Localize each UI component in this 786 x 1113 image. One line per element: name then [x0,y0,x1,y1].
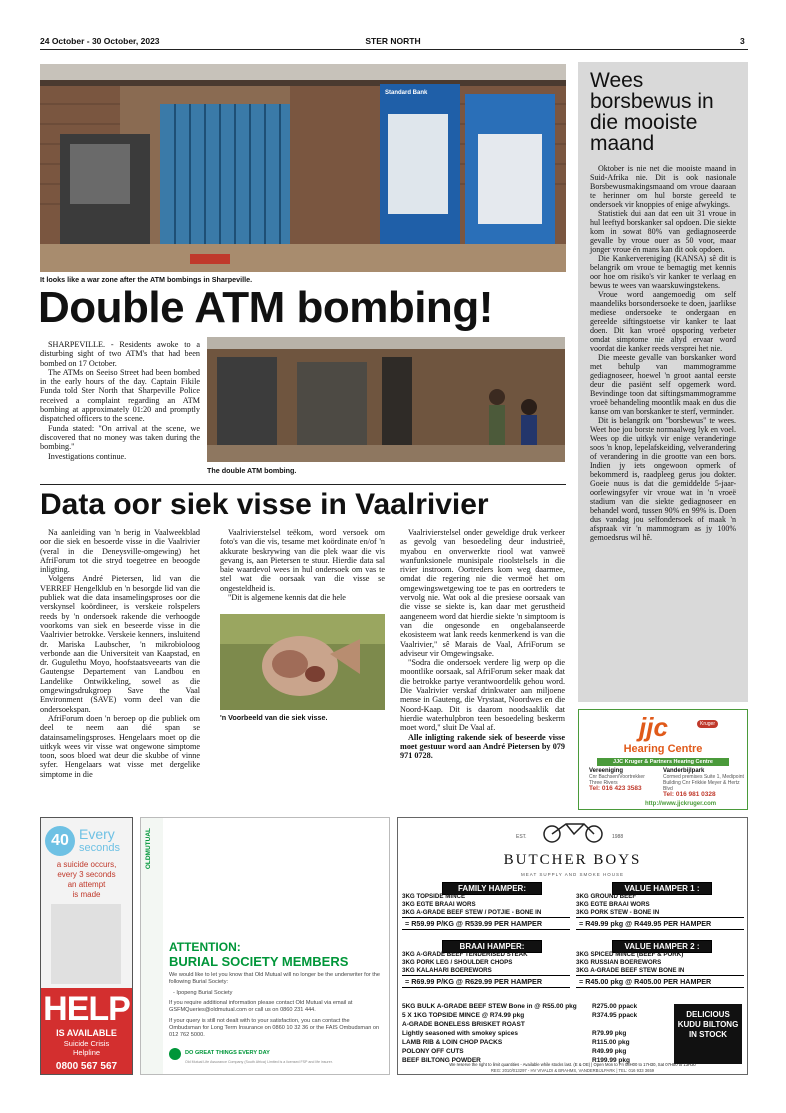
atm-paragraph: SHARPEVILLE. - Residents awoke to a disturbing sight of two ATM's that had been bombed on 17 October. [40,340,200,368]
sidebar-paragraph: Vroue word aangemoedig om self maandeliks borsondersoeke te doen, jaarlikse mediese ondersoeke te ondergaan en gereelde siftingstoetse vir kanker te laat doen. Dit kan vroeë opsporing verbeter omdat simptome nie altyd ervaar word voordat die kanker reeds versprei het nie. [590,290,736,353]
hamper-item: 3KG KALAHARI BOEREWORS [402,967,492,974]
price-list-item: 5 X 1KG TOPSIDE MINCE @ R74.99 pkg [402,1012,525,1019]
fish-paragraph: Vaalrivierstelsel teëkom, word versoek om foto's van die vis, tesame met koördinate en/of 'n akkurate beskrywing van die plek waar die vis gevang is, aan Pietersen te stuur. Hierdie data sal baie waardevol wees in hul ondersoek om vas te stel wat die oorsaak van die visse se ongesteldheid is. [220,528,385,593]
bank-sign: Standard Bank [385,90,428,96]
help-line1: Every [79,826,115,842]
fish-closing: Alle inligting rakende siek of beseerde visse moet gestuur word aan André Pietersen by 079 971 0728. [400,732,565,761]
help-available: IS AVAILABLE [56,1028,117,1038]
fish-column-1 [40,528,200,779]
sidebar-title [578,62,748,154]
crowd-illustration [51,904,121,984]
hamper-item: 3KG EGTE BRAAI WORS [576,901,650,908]
price-list-item: POLONY OFF CUTS [402,1048,464,1055]
bb-footer-2: REG: 2010/013297 - HV VIVALDI & BRAHMS, VANDERBIJLPARK | TEL: 016 933 3659 [490,1068,655,1073]
help-line3: a suicide occurs, [56,860,117,869]
jjc-logo: jjc [639,712,668,742]
price-list-item: 5KG BULK A-GRADE BEEF STEW Bone in @ R55.00 pkg [402,1003,577,1010]
sidebar-title-line: maand [590,132,655,155]
atm-photo [40,64,566,272]
om-brand: OLDMUTUAL [145,828,152,870]
atm-photo-caption: It looks like a war zone after the ATM bombings in Sharpeville. [40,275,253,284]
sidebar-title-line: borsbewus in [590,90,714,113]
jjc-hearing-ad[interactable] [578,709,748,810]
kudu-biltong-box: DELICIOUS KUDU BILTONG IN STOCK [674,1004,742,1064]
jjc-location-phone: Tel: 016 423 3583 [589,785,642,792]
help-phone[interactable]: 0800 567 567 [55,1061,118,1072]
breast-awareness-sidebar [578,62,748,702]
bb-title: BUTCHER BOYS [503,852,642,868]
sidebar-paragraph: Statistiek dui aan dat een uit 31 vroue in hul leeftyd borskanker sal opdoen. Die siekte kom in sowat 80% van gediagnoseerde gevalle by vroue ouer as 50 voor, maar jonger vroue én mans kan dit ook opdoen. [590,209,736,254]
help-number: 40 [51,832,69,849]
hamper-item: 3KG RUSSIAN BOEREWORS [576,959,662,966]
fish-headline: Data oor siek visse in Vaalrivier [40,488,489,521]
help-helpline-name: Suicide Crisis Helpline [63,1039,110,1057]
fish-paragraph: AfriForum doen 'n beroep op die publiek om deel te neem aan dié span se datainsamelingsproses. Hengelaars moet op die uitkyk wees vir visse wat ongewone simptome toon, soos bloed wat deur die skubbe of vinne syfer. Hengelaars wat visse met dergelike simptome in die [40,713,200,779]
value-hamper-2 [576,951,744,988]
help-word: HELP [43,990,130,1028]
sidebar-body [578,154,748,542]
sidebar-paragraph: Die Kankervereniging (KANSA) sê dit is belangrik om vroue te bemagtig met kennis oor hoe om risiko's vir kanker te verlaag en bewus te wees van waarskuwingstekens. [590,254,736,290]
atm-photo-2 [207,337,565,462]
price-list-price: R199.99 pkg [592,1057,630,1064]
jjc-location-1 [589,768,659,792]
om-fine-print: Old Mutual Life Assurance Company (South Africa) Limited is a licensed FSP and life insurer. [185,1060,333,1064]
braai-hamper-label: BRAAI HAMPER: [442,940,542,953]
price-list-item: LAMB RIB & LOIN CHOP PACKS [402,1039,503,1046]
suicide-helpline-ad [40,817,133,1075]
braai-hamper [402,951,570,988]
jjc-subtitle: JJC Kruger & Partners Hearing Centre [597,758,729,766]
sidebar-title-line: die mooiste [590,111,698,134]
value-hamper-1 [576,893,744,930]
hamper-price: = R69.99 P/KG @ R629.99 PER HAMPER [402,975,570,988]
hamper-price: = R45.00 pkg @ R405.00 PER HAMPER [576,975,744,988]
bb-price-list [402,1002,670,1065]
om-ombudsman: If your query is still not dealt with to your satisfaction, you can contact the Ombudsman for Long Term Insurance on 0860 10 32 36 or the FAIS Ombudsman on 012 762 5000. [169,1018,380,1038]
section-rule [40,484,566,485]
help-line6: is made [72,890,101,899]
jjc-title: Hearing Centre [623,743,703,755]
jjc-location-address: Cormed premises Suite 1, Medipoint Building Cnr Frikkie Meyer & Hertz Blvd [663,774,744,792]
section-name: STER NORTH [365,36,421,46]
family-hamper [402,893,570,930]
butcher-boys-ad [397,817,748,1075]
fish-paragraph: Volgens André Pietersen, lid van die VERREF Hengelklub en 'n besorgde lid van die publiek wat die data insamelingsproses oor die verskynsel koördineer, is verskeie rolspelers reeds by 'n ondersoek rakende die verhoogde voorkoms van siek en beseerde visse in die Vaalrivier betrokke. Verskeie kenners, insluitend dr. Mariska Laubscher, 'n mikrobioloog verbonde aan die Universiteit van Kaapstad, en dr. Gugulethu Moyo, hoofstaatsveearts van die Gautengse Departement van Landbou en Landelike Ontwikkeling, sowel as die omgewingsdrukgroep Save the Vaal Environment (SAVE) vorm deel van die ondersoekspan. [40,574,200,714]
fish-photo-caption: 'n Voorbeeld van die siek visse. [220,713,328,722]
om-intro: We would like to let you know that Old Mutual will no longer be the underwriter for the following Burial Society: [169,972,381,985]
value-hamper-2-label: VALUE HAMPER 2 : [612,940,712,953]
jjc-url[interactable]: http://www.jjckruger.com [645,801,717,807]
om-contact: If you require additional information please contact Old Mutual via email at GSFMQueries@oldmutual.com or call us on 0860 231 444. [169,1000,353,1013]
help-line2: seconds [79,842,120,854]
value-hamper-1-label: VALUE HAMPER 1 : [612,882,712,895]
jjc-location-address: Cnr Bachsen/Voortrekker Three Rivers [589,774,645,786]
jjc-location-phone: Tel: 016 981 0328 [663,791,716,798]
old-mutual-ad [140,817,390,1075]
atm-paragraph: The ATMs on Seeiso Street had been bombed in the early hours of the day. Captain Fikile Funda told Ster North that Sharpeville Police received a complaint regarding an ATM bombing at approximately 01:20 and promptly dispatched officers to the scene. [40,367,200,424]
price-list-price: R275.00 ppack [592,1003,638,1010]
price-list-item: A-GRADE BONELESS BRISKET ROAST [402,1021,525,1028]
fish-column-2 [220,528,385,602]
sidebar-paragraph: Die meeste gevalle van borskanker word met behulp van mammogramme gediagnoseer, hoewel 'n groot aantal eerste deur die pasiënt self opgemerk word. Bevindinge toon dat siftingsmammogramme vroeë behandeling moontlik maak en dus die kanse om van borskanker te sterf, verminder. [590,353,736,416]
hamper-item: 3KG PORK LEG / SHOULDER CHOPS [402,959,513,966]
atm-article-body [40,340,200,461]
om-title: BURIAL SOCIETY MEMBERS [169,954,349,969]
help-line4: every 3 seconds [57,870,116,879]
hamper-item: 3KG A-GRADE BEEF STEW / POTJIE - BONE IN [402,909,542,916]
om-society: - Ipopeng Burial Society [173,990,233,996]
sidebar-paragraph: Oktober is nie net die mooiste maand in Suid-Afrika nie. Dit is ook nasionale Borsbewusmakingsmaand om vroue daaraan te herinner om hul borste gereeld te ondersoek vir knoppies of enige afwykings. [590,164,736,209]
bicycle-icon [540,820,606,844]
family-hamper-label: FAMILY HAMPER: [442,882,542,895]
price-list-item: BEEF BILTONG POWDER [402,1057,481,1064]
om-slogan: DO GREAT THINGS EVERY DAY [185,1050,270,1056]
atm-paragraph: Investigations continue. [48,451,127,461]
price-list-item: Lightly seasoned with smokey spices [402,1030,518,1037]
help-line5: an attempt [67,880,106,889]
price-list-price: R49.99 pkg [592,1048,627,1055]
fish-paragraph: Na aanleiding van 'n berig in Vaalweekblad oor die siek en besoerde visse in die Vaalrivier (veral in die Deneysville-omgewing) het AfriForum tot die stryd toegetree en beoogde inligting. [40,528,200,575]
page-number: 3 [740,36,745,46]
atm-photo2-caption: The double ATM bombing. [207,466,297,475]
atm-paragraph: Funda stated: "On arrival at the scene, we discovered that no money was taken during the bombing." [40,423,200,452]
jjc-location-name: Vanderbijlpark [663,768,705,774]
hamper-price: = R59.99 P/KG @ R539.99 PER HAMPER [402,917,570,930]
hamper-item: 3KG A-GRADE BEEF STEW BONE IN [576,967,685,974]
om-logo-icon [169,1048,181,1060]
kruger-badge: Kruger [697,720,718,728]
hamper-item: 3KG GROUND BEEF [576,893,637,900]
fish-paragraph: "Dit is algemene kennis dat die hele [228,593,346,603]
hamper-item: 3KG SPICED MINCE (BEEF & PORK) [576,951,684,958]
hamper-price: = R49.99 pkg @ R449.95 PER HAMPER [576,917,744,930]
sidebar-title-line: Wees [590,69,644,92]
price-list-price: R79.99 pkg [592,1030,627,1037]
jjc-location-2 [663,768,745,798]
hamper-item: 3KG TOPSIDE MINCE [402,893,466,900]
hamper-item: 3KG EGTE BRAAI WORS [402,901,476,908]
header-rule [40,49,748,50]
issue-date: 24 October - 30 October, 2023 [40,36,160,46]
bb-footer-1: We reserve the right to limit quantities - Available while stocks last. (E & OE) | Open Mon to Fri 08H00 to 17H30, Sat 07H00 to 13H30 [449,1062,696,1067]
hamper-item: 3KG PORK STEW - BONE IN [576,909,660,916]
om-attention: ATTENTION: [169,940,241,954]
sick-fish-photo [220,614,385,710]
sidebar-paragraph: Dit is belangrik om "borsbewus" te wees. Weet hoe jou borste normaalweg lyk en voel. Wees op die uitkyk vir enige veranderinge soos 'n knop, lepelafskeiding, velverandering of verandering in die grootte van een bors. Indien jy iets ongewoon opmerk of bekommerd is, raadpleeg gerus jou dokter. Goeie nuus is dat die gemiddelde 5-jaar-oorlewingsyfer vir vroue wat in 'n vroeë stadium van die siekte gediagnoseer en behandel word, tussen 90% en 99% is. Doen dus vandag jou selfondersoek of maak 'n afspraak vir 'n mammogram as jy 100% gemoedsrus wil hê. [590,416,736,542]
bb-est-year: 1988 [612,834,624,840]
price-list-price: R374.95 ppack [592,1012,638,1019]
fish-paragraph: "Sodra die ondersoek verdere lig werp op die moontlike oorsaak, sal AfriForum seker maak dat die betrokke partye verantwoordelik gehou word. Die Vaalrivier verskaf drinkwater aan miljoene mense in Gauteng, die Vrystaat, Noordwes en die Noord-Kaap. Dit is daarom noodsaaklik dat hierdie waterhulpbron teen besoedeling beskerm moet word," sluit De Vaal af. [400,658,565,733]
fish-paragraph: Vaalrivierstelsel onder geweldige druk verkeer as gevolg van besoedeling deur industrieë, myabou en onverwerkte riool wat vanweë wanfunksionele munisipale rioolstelsels in die rivier instroom. Oortreders kom weg daarmee, omdat die regering nie die vermoë het om omgewingswetgewing toe te pas en oortreders te vervolg nie. Wat ook al die presiese oorsaak van die visse se siekte is, kan daar met gerustheid aangeneem word dat hierdie siekte 'n simptoom is van die ongesonde en ongebalanseerde ekosisteem wat lank reeds kenmerkend is van die Vaalrivier," sê Marais de Vaal, AfriForum se adviseur vir Omgewingsake. [400,528,565,658]
jjc-location-name: Vereeniging [589,768,624,774]
bb-tagline: MEAT SUPPLY AND SMOKE HOUSE [521,872,624,877]
bb-est: EST. [516,834,527,840]
price-list-price: R115.00 pkg [592,1039,630,1046]
hamper-item: 3KG A-GRADE BEEF TENDERISED STEAK [402,951,528,958]
fish-column-3 [400,528,565,760]
atm-headline: Double ATM bombing! [38,283,493,332]
